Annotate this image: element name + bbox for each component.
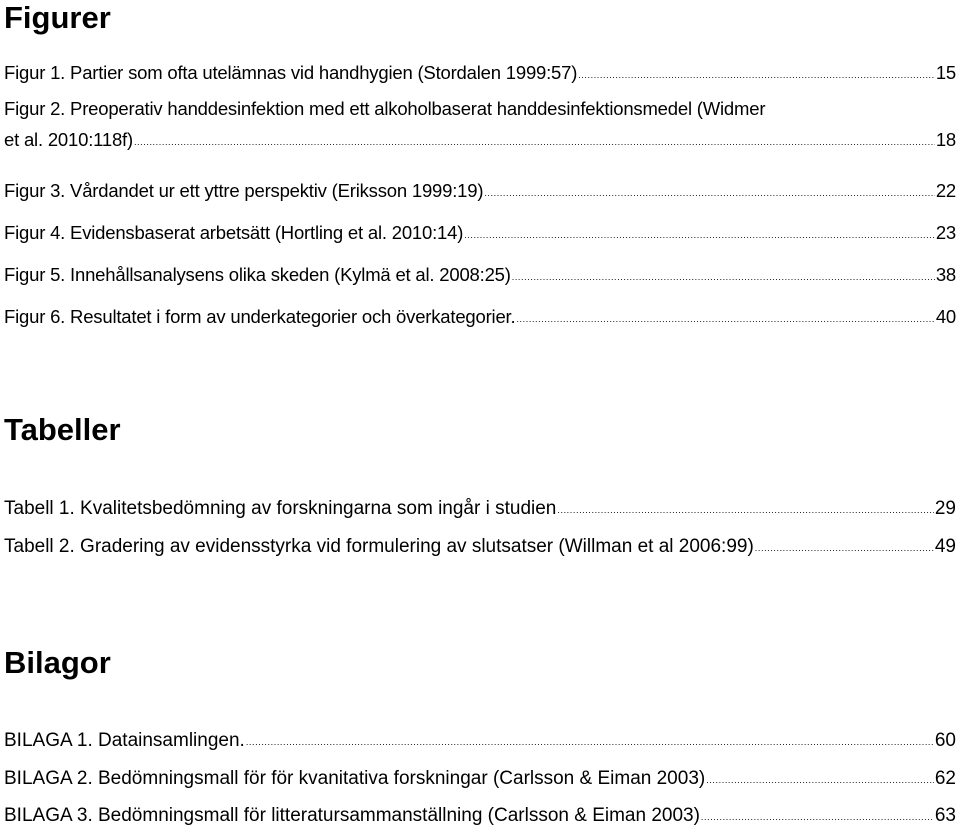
toc-entry-page: 40 [935,306,956,327]
toc-entry-page: 62 [934,768,956,789]
dot-leader [246,731,934,753]
toc-entry-page: 63 [934,805,956,826]
toc-entry-page: 15 [935,62,956,83]
dot-leader [512,266,935,288]
toc-entry-appendix-2[interactable] [4,768,956,792]
figures-heading: Figurer [4,0,111,35]
toc-entry-text-line1: Figur 2. Preoperativ handdesinfektion med ett alkoholbaserat handdesinfektionsmedel (Widmer [4,98,766,119]
toc-entry-appendix-1[interactable] [4,730,956,754]
toc-entry-appendix-3[interactable] [4,805,956,829]
toc-entry-figure-3[interactable] [4,180,956,205]
toc-entry-text: et al. 2010:118f) [4,129,133,150]
toc-entry-page: 49 [934,536,956,557]
dot-leader [484,182,934,204]
toc-entry-figure-6[interactable] [4,306,956,331]
toc-entry-page: 38 [935,264,956,285]
toc-entry-text: Figur 6. Resultatet i form av underkategorier och överkategorier. [4,306,516,327]
toc-entry-text: BILAGA 1. Datainsamlingen. [4,730,245,751]
dot-leader [516,308,934,330]
toc-entry-text: Figur 3. Vårdandet ur ett yttre perspektiv (Eriksson 1999:19) [4,180,484,201]
toc-entry-table-1[interactable] [4,498,956,522]
toc-entry-page: 23 [935,222,956,243]
toc-entry-figure-4[interactable] [4,222,956,247]
toc-entry-text: BILAGA 3. Bedömningsmall för litteratursammanställning (Carlsson & Eiman 2003) [4,805,700,826]
dot-leader [464,224,935,246]
toc-entry-text: BILAGA 2. Bedömningsmall för för kvanitativa forskningar (Carlsson & Eiman 2003) [4,768,706,789]
toc-entry-text: Figur 4. Evidensbaserat arbetsätt (Hortling et al. 2010:14) [4,222,464,243]
dot-leader [755,537,934,559]
toc-entry-text: Figur 5. Innehållsanalysens olika skeden (Kylmä et al. 2008:25) [4,264,511,285]
appendices-heading: Bilagor [4,645,111,680]
dot-leader [557,499,933,521]
toc-entry-text: Tabell 1. Kvalitetsbedömning av forskningarna som ingår i studien [4,498,557,519]
toc-entry-figure-5[interactable] [4,264,956,289]
toc-entry-page: 60 [934,730,956,751]
toc-entry-text: Tabell 2. Gradering av evidensstyrka vid formulering av slutsatser (Willman et al 2006:99) [4,536,754,557]
dot-leader [706,769,934,791]
dot-leader [134,131,935,153]
toc-entry-page: 18 [935,129,956,150]
toc-entry-page: 22 [935,180,956,201]
dot-leader [578,64,935,86]
toc-entry-figure-1[interactable] [4,62,956,87]
dot-leader [701,806,934,828]
toc-entry-text: Figur 1. Partier som ofta utelämnas vid handhygien (Stordalen 1999:57) [4,62,578,83]
toc-entry-table-2[interactable] [4,536,956,560]
toc-entry-page: 29 [934,498,956,519]
tables-heading: Tabeller [4,412,121,447]
toc-entry-figure-2[interactable] [4,98,956,154]
